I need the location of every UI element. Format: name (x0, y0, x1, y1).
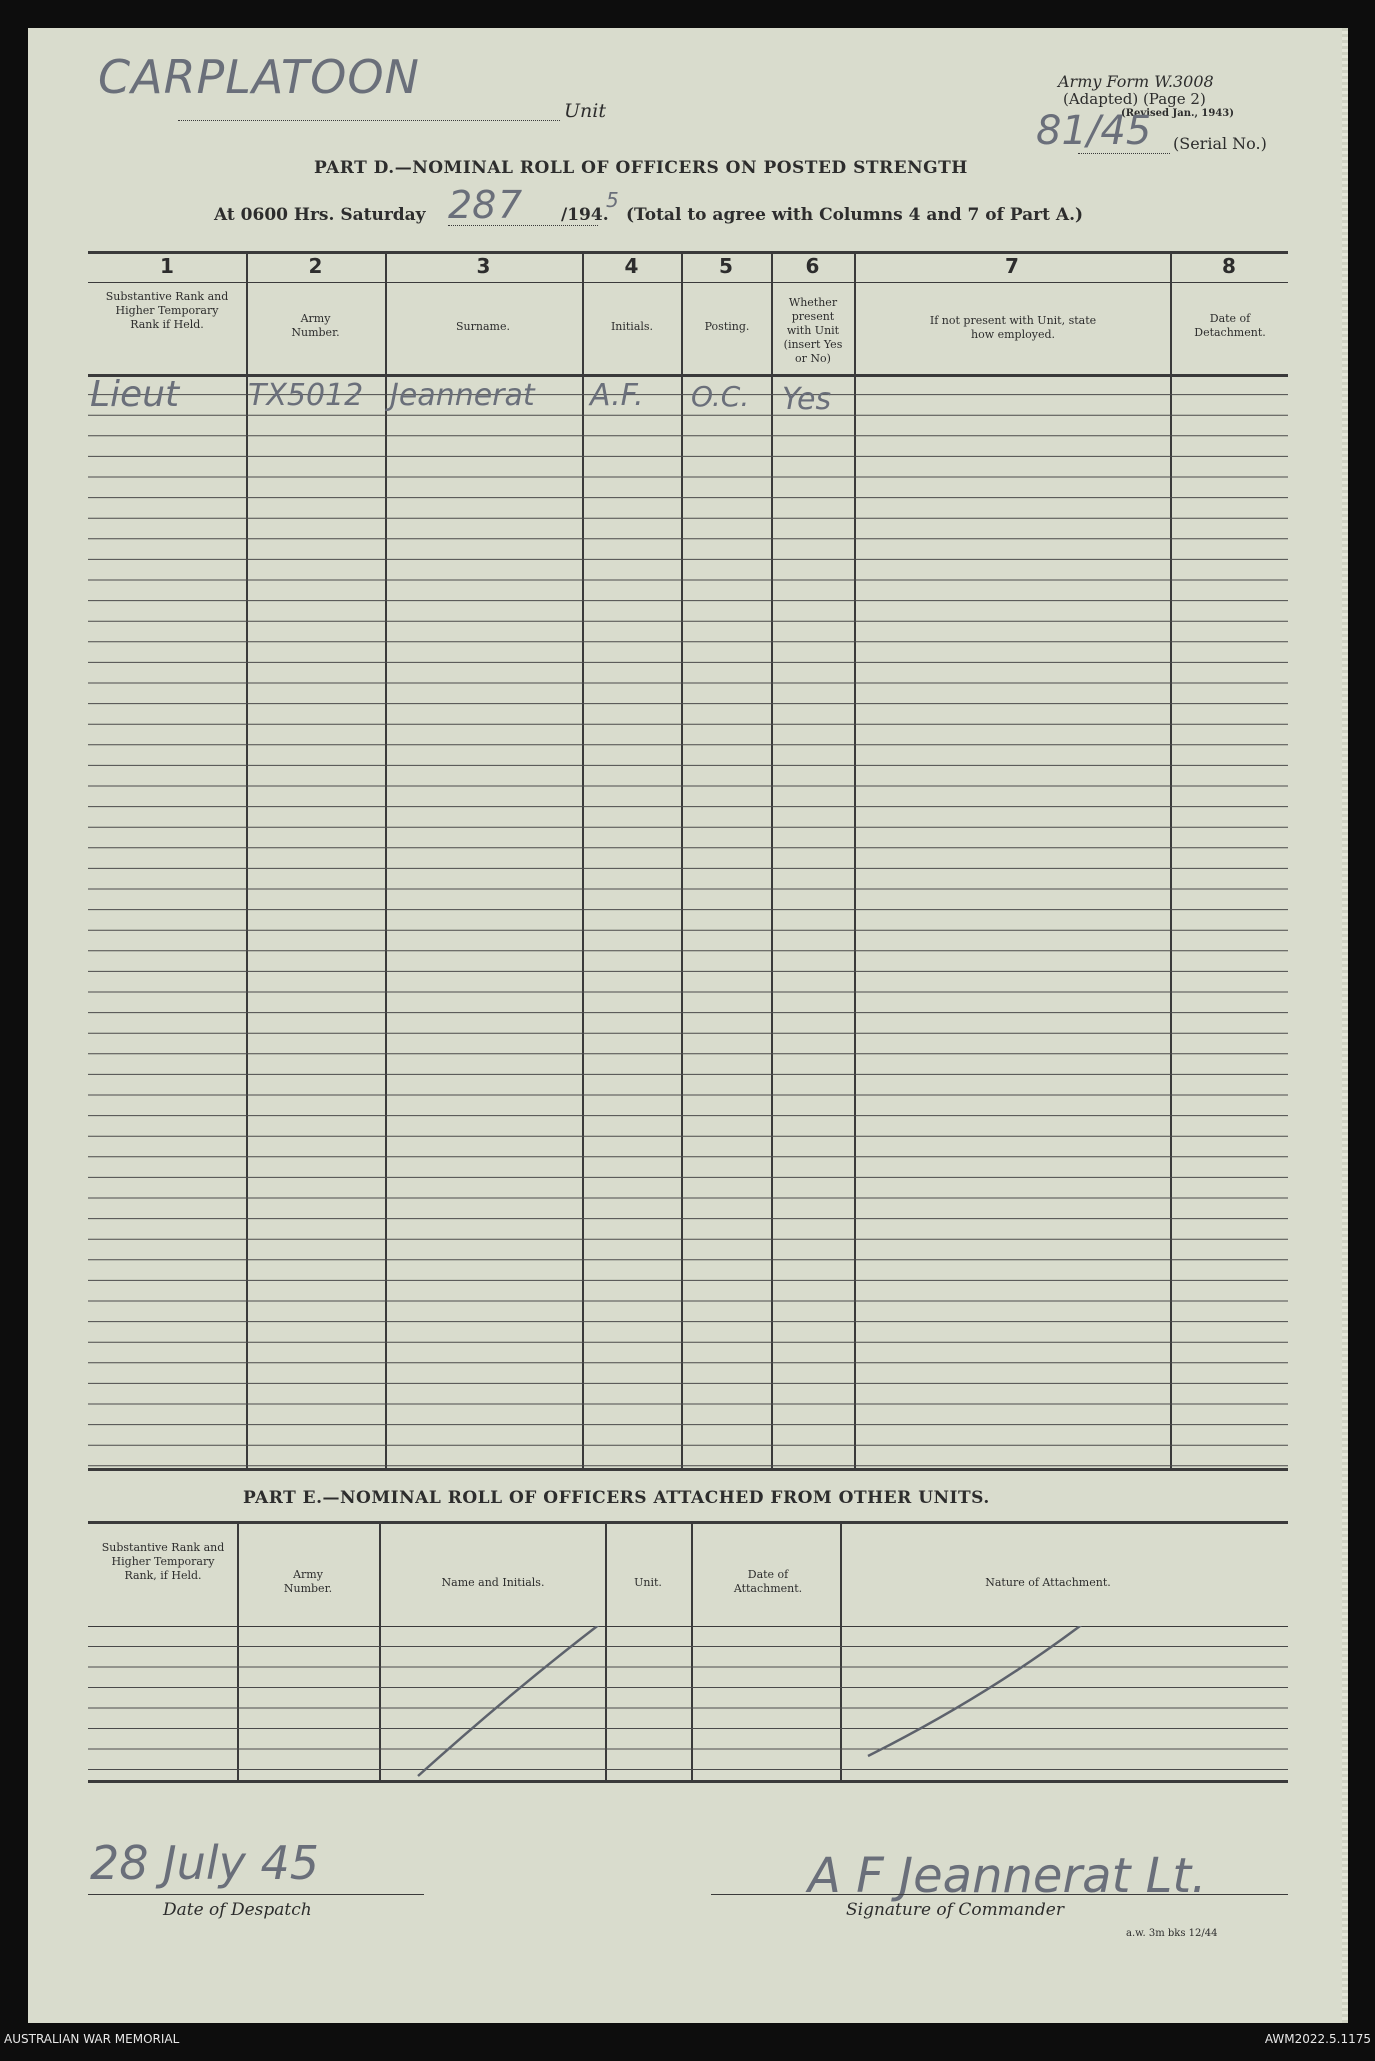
entry-posting: O.C. (691, 380, 750, 413)
date-year-handwritten: 5 (606, 188, 619, 212)
strike-through-line-left (418, 1626, 613, 1776)
table-d-rules (88, 374, 1288, 1468)
col-num-2: 2 (308, 254, 323, 278)
table-e-rules (88, 1626, 1288, 1780)
col-num-7: 7 (1005, 254, 1019, 278)
form-number: Army Form W.3008 (1058, 72, 1214, 91)
col-head-posting: Posting. (704, 320, 750, 333)
unit-label: Unit (564, 100, 606, 122)
col-head-army-number: Army Number. (291, 312, 340, 339)
col-num-3: 3 (476, 254, 491, 278)
serial-label: (Serial No.) (1173, 134, 1267, 153)
table-e-bottom-border (88, 1780, 1288, 1783)
unit-handwritten: CARPLATOON (98, 50, 420, 104)
archive-caption-bar (0, 2023, 1375, 2061)
form-revised: (Revised Jan., 1943) (1121, 108, 1234, 119)
print-code: a.w. 3m bks 12/44 (1126, 1928, 1218, 1939)
e-head-name-initials: Name and Initials. (441, 1576, 545, 1589)
col-num-1: 1 (160, 254, 174, 278)
col-num-8: 8 (1222, 254, 1236, 278)
signature-label: Signature of Commander (846, 1900, 1064, 1920)
archive-name: AUSTRALIAN WAR MEMORIAL (4, 2032, 180, 2046)
entry-present: Yes (782, 382, 832, 417)
form-adapted: (Adapted) (Page 2) (1063, 90, 1206, 108)
serial-underline (1078, 153, 1170, 154)
despatch-label: Date of Despatch (163, 1900, 312, 1920)
serial-handwritten: 81/45 (1036, 108, 1152, 154)
archive-id: AWM2022.5.1175 (1264, 2032, 1371, 2046)
entry-surname: Jeannerat (390, 378, 535, 413)
entry-army-number: TX5012 (248, 378, 364, 413)
part-d-title: PART D.—NOMINAL ROLL OF OFFICERS ON POSTED STRENGTH (314, 158, 968, 178)
despatch-line (88, 1894, 424, 1895)
entry-rank: Lieut (90, 374, 180, 415)
date-month: 7 (498, 183, 523, 227)
part-e-title: PART E.—NOMINAL ROLL OF OFFICERS ATTACHED FROM OTHER UNITS. (243, 1488, 990, 1508)
col-head-present: Whether present with Unit (insert Yes or No) (783, 296, 843, 365)
form-page (28, 28, 1348, 2023)
col-num-6: 6 (805, 254, 820, 278)
e-head-nature-attachment: Nature of Attachment. (985, 1576, 1111, 1589)
perforated-edge (1342, 28, 1348, 2023)
table-e-top-border (88, 1521, 1288, 1524)
unit-underline (178, 120, 560, 121)
strike-through-line-right (868, 1626, 1088, 1756)
part-d-date-prefix: At 0600 Hrs. Saturday (214, 205, 426, 225)
col-head-rank: Substantive Rank and Higher Temporary Rank if Held. (105, 290, 229, 331)
col-head-surname: Surname. (456, 320, 510, 333)
e-head-army-number: Army Number. (283, 1568, 333, 1595)
e-head-unit: Unit. (634, 1576, 662, 1589)
commander-signature: A F Jeannerat Lt. (808, 1848, 1207, 1904)
table-d-bottom-border (88, 1468, 1288, 1471)
entry-initials: A.F. (590, 378, 644, 413)
col-head-how-employed: If not present with Unit, state how employed. (929, 314, 1097, 341)
date-underline (448, 225, 598, 226)
col-head-date-detachment: Date of Detachment. (1194, 312, 1266, 339)
col-head-initials: Initials. (610, 320, 654, 333)
date-day: 28 (448, 183, 497, 227)
signature-line (711, 1894, 1288, 1895)
despatch-date-handwritten: 28 July 45 (90, 1836, 320, 1890)
col-num-4: 4 (624, 254, 639, 278)
date-year-printed: /194. (561, 205, 609, 225)
e-head-rank: Substantive Rank and Higher Temporary Rank, if Held. (101, 1541, 225, 1582)
part-d-date-suffix: (Total to agree with Columns 4 and 7 of Part A.) (626, 205, 1084, 225)
col-num-5: 5 (719, 254, 733, 278)
table-d-num-separator (88, 282, 1288, 283)
e-head-date-attachment: Date of Attachment. (733, 1568, 803, 1595)
